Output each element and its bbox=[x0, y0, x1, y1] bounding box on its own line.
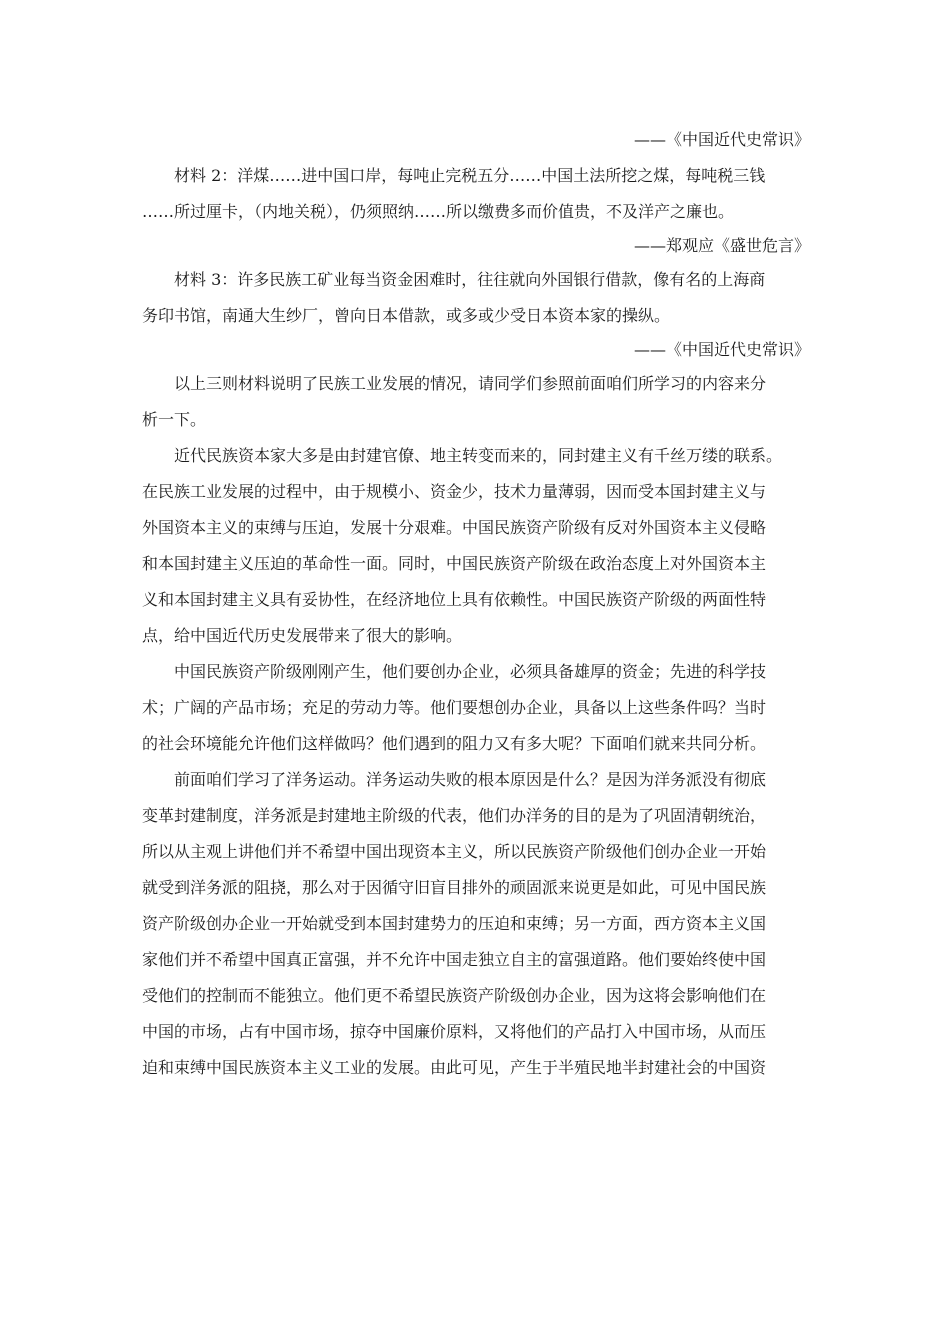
paragraph-line: 近代民族资本家大多是由封建官僚、地主转变而来的，同封建主义有千丝万缕的联系。 bbox=[174, 446, 783, 465]
paragraph-line: 所以从主观上讲他们并不希望中国出现资本主义，所以民族资产阶级他们创办企业一开始 bbox=[142, 842, 767, 861]
source-citation-1: ——《中国近代史常识》 bbox=[633, 130, 810, 149]
paragraph-line: 术；广阔的产品市场；充足的劳动力等。他们要想创办企业，具备以上这些条件吗？当时 bbox=[142, 698, 767, 717]
source-citation-3: ——《中国近代史常识》 bbox=[633, 340, 810, 359]
document-body bbox=[142, 122, 822, 1086]
paragraph-line: 以上三则材料说明了民族工业发展的情况，请同学们参照前面咱们所学习的内容来分 bbox=[174, 374, 767, 393]
paragraph-3 bbox=[142, 654, 822, 762]
paragraph-line: 就受到洋务派的阻挠，那么对于因循守旧盲目排外的顽固派来说更是如此，可见中国民族 bbox=[142, 878, 767, 897]
material-2-line-1: 材料 2：洋煤……进中国口岸，每吨止完税五分……中国土法所挖之煤，每吨税三钱 bbox=[174, 166, 766, 185]
paragraph-line: 前面咱们学习了洋务运动。洋务运动失败的根本原因是什么？是因为洋务派没有彻底 bbox=[174, 770, 767, 789]
paragraph-4 bbox=[142, 762, 822, 1086]
paragraph-1 bbox=[142, 366, 822, 438]
paragraph-line: 变革封建制度，洋务派是封建地主阶级的代表，他们办洋务的目的是为了巩固清朝统治， bbox=[142, 806, 767, 825]
paragraph-line: 迫和束缚中国民族资本主义工业的发展。由此可见，产生于半殖民地半封建社会的中国资 bbox=[142, 1058, 767, 1077]
paragraph-line: 析一下。 bbox=[142, 410, 207, 429]
paragraph-line: 家他们并不希望中国真正富强，并不允许中国走独立自主的富强道路。他们要始终使中国 bbox=[142, 950, 767, 969]
paragraph-line: 中国的市场，占有中国市场，掠夺中国廉价原料，又将他们的产品打入中国市场，从而压 bbox=[142, 1022, 767, 1041]
source-citation-2: ——郑观应《盛世危言》 bbox=[633, 236, 810, 255]
paragraph-line: 中国民族资产阶级刚刚产生，他们要创办企业，必须具备雄厚的资金；先进的科学技 bbox=[174, 662, 767, 681]
material-3-line-2: 务印书馆，南通大生纱厂，曾向日本借款，或多或少受日本资本家的操纵。 bbox=[142, 306, 671, 325]
paragraph-line: 外国资本主义的束缚与压迫，发展十分艰难。中国民族资产阶级有反对外国资本主义侵略 bbox=[142, 518, 767, 537]
material-2-line-2: ……所过厘卡，（内地关税），仍须照纳……所以缴费多而价值贵，不及洋产之廉也。 bbox=[142, 202, 735, 221]
paragraph-line: 的社会环境能允许他们这样做吗？他们遇到的阻力又有多大呢？下面咱们就来共同分析。 bbox=[142, 734, 767, 753]
paragraph-line: 受他们的控制而不能独立。他们更不希望民族资产阶级创办企业，因为这将会影响他们在 bbox=[142, 986, 767, 1005]
paragraph-line: 义和本国封建主义具有妥协性，在经济地位上具有依赖性。中国民族资产阶级的两面性特 bbox=[142, 590, 767, 609]
paragraph-line: 资产阶级创办企业一开始就受到本国封建势力的压迫和束缚；另一方面，西方资本主义国 bbox=[142, 914, 767, 933]
paragraph-2 bbox=[142, 438, 822, 654]
material-3 bbox=[142, 262, 822, 334]
paragraph-line: 点，给中国近代历史发展带来了很大的影响。 bbox=[142, 626, 463, 645]
paragraph-line: 在民族工业发展的过程中，由于规模小、资金少，技术力量薄弱，因而受本国封建主义与 bbox=[142, 482, 767, 501]
paragraph-line: 和本国封建主义压迫的革命性一面。同时，中国民族资产阶级在政治态度上对外国资本主 bbox=[142, 554, 767, 573]
material-2 bbox=[142, 158, 822, 230]
material-3-line-1: 材料 3：许多民族工矿业每当资金困难时，往往就向外国银行借款，像有名的上海商 bbox=[174, 270, 766, 289]
